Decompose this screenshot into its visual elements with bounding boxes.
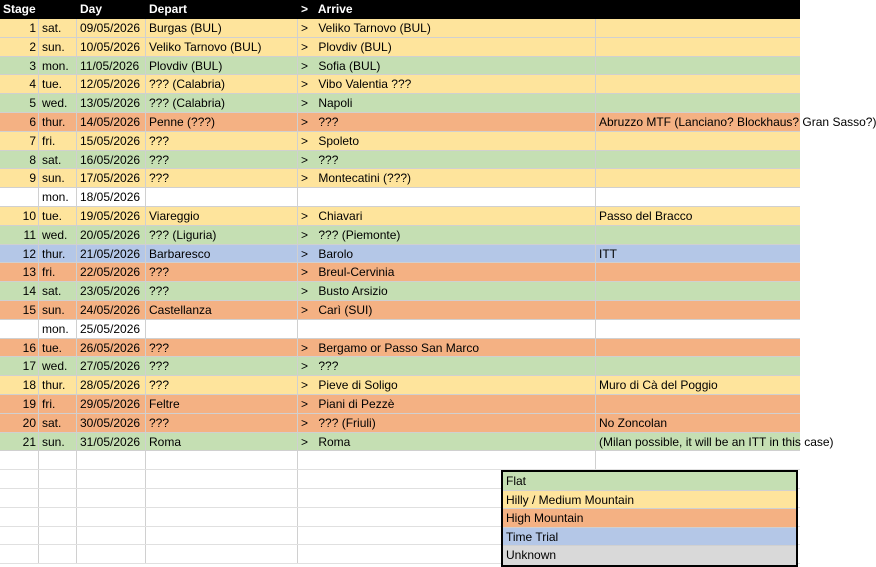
arrive-label: Montecatini (???) bbox=[318, 171, 412, 186]
depart-cell[interactable]: Roma bbox=[146, 433, 298, 451]
weekday-cell[interactable]: sun. bbox=[39, 301, 77, 319]
depart-cell[interactable]: ??? (Calabria) bbox=[146, 75, 298, 93]
stage-cell[interactable]: 15 bbox=[0, 301, 39, 319]
arrive-cell[interactable] bbox=[298, 245, 596, 263]
stage-cell[interactable]: 7 bbox=[0, 132, 39, 150]
note-cell[interactable] bbox=[596, 188, 800, 206]
note-cell[interactable]: Passo del Bracco bbox=[599, 208, 693, 223]
table-row bbox=[0, 38, 800, 57]
depart-cell[interactable]: ??? (Liguria) bbox=[146, 226, 298, 244]
arrive-label: Vibo Valentia ??? bbox=[318, 77, 412, 92]
empty-cell[interactable] bbox=[146, 527, 298, 545]
arrive-cell[interactable] bbox=[298, 339, 596, 357]
table-row bbox=[0, 94, 800, 113]
weekday-cell[interactable]: fri. bbox=[39, 263, 77, 281]
table-row bbox=[0, 226, 800, 245]
arrive-label: Roma bbox=[318, 434, 351, 449]
legend-item: Hilly / Medium Mountain bbox=[503, 491, 796, 510]
stage-cell[interactable]: 19 bbox=[0, 395, 39, 413]
note-cell[interactable] bbox=[596, 75, 800, 93]
empty-cell[interactable] bbox=[146, 508, 298, 526]
arrive-cell[interactable] bbox=[298, 113, 596, 131]
note-cell[interactable]: (Milan possible, it will be an ITT in this case) bbox=[599, 434, 834, 449]
arrive-cell[interactable] bbox=[298, 19, 596, 37]
depart-cell[interactable]: ??? bbox=[146, 357, 298, 375]
date-cell[interactable]: 18/05/2026 bbox=[77, 188, 146, 206]
weekday-cell[interactable]: sun. bbox=[39, 433, 77, 451]
stage-cell[interactable]: 14 bbox=[0, 282, 39, 300]
note-cell[interactable] bbox=[596, 282, 800, 300]
date-cell[interactable]: 15/05/2026 bbox=[77, 132, 146, 150]
stage-cell[interactable]: 13 bbox=[0, 263, 39, 281]
stage-cell[interactable]: 9 bbox=[0, 169, 39, 187]
header-note[interactable] bbox=[596, 0, 800, 18]
weekday-cell[interactable]: mon. bbox=[39, 188, 77, 206]
stage-cell[interactable]: 20 bbox=[0, 414, 39, 432]
date-cell[interactable]: 12/05/2026 bbox=[77, 75, 146, 93]
empty-cell[interactable] bbox=[0, 527, 39, 545]
arrow-glyph: > bbox=[301, 434, 309, 449]
stage-cell[interactable]: 3 bbox=[0, 57, 39, 75]
arrow-glyph: > bbox=[301, 208, 309, 223]
stage-cell[interactable]: 2 bbox=[0, 38, 39, 56]
arrive-label: Bergamo or Passo San Marco bbox=[318, 340, 480, 355]
arrive-cell[interactable] bbox=[298, 414, 596, 432]
note-cell[interactable] bbox=[596, 19, 800, 37]
date-cell[interactable]: 29/05/2026 bbox=[77, 395, 146, 413]
empty-cell[interactable] bbox=[77, 451, 146, 469]
legend bbox=[501, 470, 798, 567]
depart-cell[interactable]: ??? bbox=[146, 263, 298, 281]
arrow-glyph: > bbox=[301, 77, 309, 92]
empty-cell[interactable] bbox=[39, 470, 77, 488]
weekday-cell[interactable]: sat. bbox=[39, 282, 77, 300]
arrive-label: Pieve di Soligo bbox=[318, 378, 398, 393]
note-cell[interactable] bbox=[596, 320, 800, 338]
depart-cell[interactable]: ??? (Calabria) bbox=[146, 94, 298, 112]
date-cell[interactable]: 25/05/2026 bbox=[77, 320, 146, 338]
note-cell[interactable] bbox=[596, 301, 800, 319]
stage-cell[interactable]: 6 bbox=[0, 113, 39, 131]
arrive-label: ??? (Piemonte) bbox=[318, 227, 401, 242]
date-cell[interactable]: 21/05/2026 bbox=[77, 245, 146, 263]
weekday-cell[interactable]: sun. bbox=[39, 169, 77, 187]
arrow-glyph: > bbox=[301, 396, 309, 411]
depart-cell[interactable]: ??? bbox=[146, 339, 298, 357]
date-cell[interactable]: 19/05/2026 bbox=[77, 207, 146, 225]
weekday-cell[interactable]: wed. bbox=[39, 357, 77, 375]
stage-cell[interactable]: 12 bbox=[0, 245, 39, 263]
arrive-cell[interactable] bbox=[298, 94, 596, 112]
arrow-glyph: > bbox=[301, 415, 309, 430]
header-day[interactable]: Day bbox=[77, 0, 146, 18]
date-cell[interactable]: 10/05/2026 bbox=[77, 38, 146, 56]
stage-cell[interactable]: 16 bbox=[0, 339, 39, 357]
empty-cell[interactable] bbox=[39, 489, 77, 507]
depart-cell[interactable]: ??? bbox=[146, 169, 298, 187]
arrive-cell[interactable] bbox=[298, 57, 596, 75]
header-arrow: > bbox=[301, 2, 309, 16]
header-arrive-label: Arrive bbox=[317, 2, 353, 16]
date-cell[interactable]: 28/05/2026 bbox=[77, 376, 146, 394]
arrive-label: Chiavari bbox=[318, 208, 363, 223]
table-row bbox=[0, 301, 800, 320]
note-cell[interactable] bbox=[596, 38, 800, 56]
arrow-glyph: > bbox=[301, 21, 309, 35]
arrive-cell[interactable] bbox=[298, 263, 596, 281]
arrive-cell[interactable] bbox=[298, 151, 596, 169]
date-cell[interactable]: 31/05/2026 bbox=[77, 433, 146, 451]
arrive-label: Spoleto bbox=[318, 133, 360, 148]
depart-cell[interactable]: Penne (???) bbox=[146, 113, 298, 131]
empty-cell[interactable] bbox=[0, 451, 39, 469]
empty-cell[interactable] bbox=[77, 470, 146, 488]
stage-cell[interactable]: 18 bbox=[0, 376, 39, 394]
table-row bbox=[0, 19, 800, 38]
arrive-cell[interactable] bbox=[298, 75, 596, 93]
note-cell[interactable] bbox=[596, 226, 800, 244]
depart-cell[interactable]: ??? bbox=[146, 414, 298, 432]
table-row bbox=[0, 433, 834, 452]
arrow-glyph: > bbox=[301, 227, 309, 242]
arrive-cell[interactable] bbox=[298, 132, 596, 150]
arrive-cell[interactable] bbox=[298, 320, 596, 338]
weekday-cell[interactable]: tue. bbox=[39, 75, 77, 93]
legend-item: High Mountain bbox=[503, 509, 796, 528]
depart-cell[interactable]: ??? bbox=[146, 151, 298, 169]
table-row bbox=[0, 57, 800, 76]
stage-cell[interactable]: 21 bbox=[0, 433, 39, 451]
date-cell[interactable]: 17/05/2026 bbox=[77, 169, 146, 187]
empty-cell[interactable] bbox=[596, 451, 800, 469]
weekday-cell[interactable]: thur. bbox=[39, 113, 77, 131]
note-cell[interactable]: Abruzzo MTF (Lanciano? Blockhaus? Gran Sasso?) bbox=[599, 114, 876, 129]
arrive-cell[interactable] bbox=[298, 188, 596, 206]
empty-cell[interactable] bbox=[39, 527, 77, 545]
date-cell[interactable]: 20/05/2026 bbox=[77, 226, 146, 244]
arrive-label: Busto Arsizio bbox=[318, 284, 388, 299]
table-row bbox=[0, 339, 800, 358]
depart-cell[interactable]: Veliko Tarnovo (BUL) bbox=[146, 38, 298, 56]
date-cell[interactable]: 09/05/2026 bbox=[77, 19, 146, 37]
header-arrive[interactable] bbox=[298, 0, 596, 18]
arrow-glyph: > bbox=[301, 96, 309, 111]
note-cell[interactable]: ITT bbox=[599, 246, 617, 261]
arrive-label: Breul-Cervinia bbox=[318, 265, 395, 280]
arrive-label: Veliko Tarnovo (BUL) bbox=[318, 21, 431, 35]
arrive-cell[interactable] bbox=[298, 169, 596, 187]
table-row bbox=[0, 263, 800, 282]
empty-cell[interactable] bbox=[77, 508, 146, 526]
arrive-label: ??? bbox=[318, 114, 339, 129]
arrow-glyph: > bbox=[301, 152, 309, 167]
arrive-label: Carì (SUI) bbox=[318, 302, 373, 317]
empty-cell[interactable] bbox=[77, 489, 146, 507]
arrow-glyph: > bbox=[301, 284, 309, 299]
date-cell[interactable]: 26/05/2026 bbox=[77, 339, 146, 357]
date-cell[interactable]: 13/05/2026 bbox=[77, 94, 146, 112]
note-cell[interactable] bbox=[596, 57, 800, 75]
arrow-glyph: > bbox=[301, 171, 309, 186]
arrive-cell[interactable] bbox=[298, 207, 596, 225]
depart-cell[interactable]: ??? bbox=[146, 376, 298, 394]
empty-cell[interactable] bbox=[146, 545, 298, 563]
note-cell[interactable]: No Zoncolan bbox=[599, 415, 668, 430]
header-row bbox=[0, 0, 800, 19]
empty-cell[interactable] bbox=[0, 489, 39, 507]
note-cell[interactable] bbox=[596, 151, 800, 169]
arrive-cell[interactable] bbox=[298, 226, 596, 244]
arrow-glyph: > bbox=[301, 133, 309, 148]
stage-cell[interactable]: 11 bbox=[0, 226, 39, 244]
weekday-cell[interactable]: fri. bbox=[39, 395, 77, 413]
date-cell[interactable]: 16/05/2026 bbox=[77, 151, 146, 169]
arrow-glyph: > bbox=[301, 114, 309, 129]
weekday-cell[interactable]: mon. bbox=[39, 57, 77, 75]
arrive-cell[interactable] bbox=[298, 357, 596, 375]
table-row bbox=[0, 282, 800, 301]
arrive-cell[interactable] bbox=[298, 433, 596, 451]
date-cell[interactable]: 27/05/2026 bbox=[77, 357, 146, 375]
header-day-spacer[interactable] bbox=[39, 0, 77, 18]
arrive-label: Piani di Pezzè bbox=[318, 396, 395, 411]
table-row bbox=[0, 245, 800, 264]
date-cell[interactable]: 14/05/2026 bbox=[77, 113, 146, 131]
date-cell[interactable]: 22/05/2026 bbox=[77, 263, 146, 281]
depart-cell[interactable]: ??? bbox=[146, 282, 298, 300]
empty-cell[interactable] bbox=[298, 451, 596, 469]
weekday-cell[interactable]: tue. bbox=[39, 339, 77, 357]
depart-cell[interactable]: Barbaresco bbox=[146, 245, 298, 263]
empty-cell[interactable] bbox=[77, 527, 146, 545]
depart-cell[interactable]: Feltre bbox=[146, 395, 298, 413]
note-cell[interactable] bbox=[596, 263, 800, 281]
arrow-glyph: > bbox=[301, 359, 309, 374]
note-cell[interactable] bbox=[596, 395, 800, 413]
note-cell[interactable] bbox=[596, 94, 800, 112]
arrow-glyph: > bbox=[301, 246, 309, 261]
table-row bbox=[0, 75, 800, 94]
weekday-cell[interactable]: sat. bbox=[39, 414, 77, 432]
weekday-cell[interactable]: wed. bbox=[39, 226, 77, 244]
stage-cell[interactable]: 1 bbox=[0, 19, 39, 37]
weekday-cell[interactable]: fri. bbox=[39, 132, 77, 150]
header-depart[interactable]: Depart bbox=[146, 0, 298, 18]
empty-cell[interactable] bbox=[0, 508, 39, 526]
empty-cell[interactable] bbox=[146, 451, 298, 469]
weekday-cell[interactable]: mon. bbox=[39, 320, 77, 338]
stage-cell[interactable]: 5 bbox=[0, 94, 39, 112]
stage-cell[interactable] bbox=[0, 320, 39, 338]
empty-cell[interactable] bbox=[0, 470, 39, 488]
arrive-cell[interactable] bbox=[298, 301, 596, 319]
note-cell[interactable] bbox=[596, 132, 800, 150]
empty-cell[interactable] bbox=[77, 545, 146, 563]
weekday-cell[interactable]: sat. bbox=[39, 151, 77, 169]
empty-cell[interactable] bbox=[39, 451, 77, 469]
legend-item: Flat bbox=[503, 472, 796, 491]
legend-item: Unknown bbox=[503, 546, 796, 565]
table-row bbox=[0, 169, 800, 188]
stage-cell[interactable]: 17 bbox=[0, 357, 39, 375]
depart-cell[interactable]: Viareggio bbox=[146, 207, 298, 225]
arrive-label: ??? bbox=[318, 359, 339, 374]
weekday-cell[interactable]: tue. bbox=[39, 207, 77, 225]
table-row bbox=[0, 320, 800, 339]
empty-cell[interactable] bbox=[39, 545, 77, 563]
note-cell[interactable] bbox=[596, 357, 800, 375]
date-cell[interactable]: 24/05/2026 bbox=[77, 301, 146, 319]
arrow-glyph: > bbox=[301, 58, 309, 73]
arrive-label: Plovdiv (BUL) bbox=[318, 39, 392, 54]
weekday-cell[interactable]: thur. bbox=[39, 376, 77, 394]
arrive-cell[interactable] bbox=[298, 395, 596, 413]
table-row bbox=[0, 151, 800, 170]
stage-cell[interactable]: 4 bbox=[0, 75, 39, 93]
date-cell[interactable]: 30/05/2026 bbox=[77, 414, 146, 432]
date-cell[interactable]: 23/05/2026 bbox=[77, 282, 146, 300]
depart-cell[interactable] bbox=[146, 320, 298, 338]
table-row bbox=[0, 132, 800, 151]
depart-cell[interactable]: Burgas (BUL) bbox=[146, 19, 298, 37]
table-row bbox=[0, 207, 800, 226]
table-row bbox=[0, 376, 800, 395]
date-cell[interactable]: 11/05/2026 bbox=[77, 57, 146, 75]
arrow-glyph: > bbox=[301, 340, 309, 355]
weekday-cell[interactable]: wed. bbox=[39, 94, 77, 112]
empty-cell[interactable] bbox=[146, 470, 298, 488]
arrow-glyph: > bbox=[301, 302, 309, 317]
note-cell[interactable]: Muro di Cà del Poggio bbox=[599, 378, 718, 393]
header-stage[interactable]: Stage bbox=[0, 0, 39, 18]
arrow-glyph: > bbox=[301, 39, 309, 54]
empty-cell[interactable] bbox=[39, 508, 77, 526]
depart-cell[interactable]: Castellanza bbox=[146, 301, 298, 319]
stage-rows bbox=[0, 19, 876, 451]
note-cell[interactable] bbox=[596, 339, 800, 357]
empty-cell[interactable] bbox=[0, 545, 39, 563]
table-row bbox=[0, 113, 876, 132]
empty-cell[interactable] bbox=[146, 489, 298, 507]
table-row bbox=[0, 357, 800, 376]
arrive-label: ??? bbox=[318, 152, 339, 167]
arrive-label: Barolo bbox=[318, 246, 354, 261]
arrow-glyph: > bbox=[301, 265, 309, 280]
empty-row bbox=[0, 451, 800, 470]
arrive-cell[interactable] bbox=[298, 38, 596, 56]
note-cell[interactable] bbox=[596, 169, 800, 187]
arrive-label: Napoli bbox=[318, 96, 353, 111]
arrive-label: ??? (Friuli) bbox=[318, 415, 376, 430]
weekday-cell[interactable]: thur. bbox=[39, 245, 77, 263]
stage-cell[interactable]: 8 bbox=[0, 151, 39, 169]
depart-cell[interactable]: ??? bbox=[146, 132, 298, 150]
table-row bbox=[0, 188, 800, 207]
table-row bbox=[0, 414, 800, 433]
weekday-cell[interactable]: sun. bbox=[39, 38, 77, 56]
legend-item: Time Trial bbox=[503, 528, 796, 547]
depart-cell[interactable]: Plovdiv (BUL) bbox=[146, 57, 298, 75]
arrive-cell[interactable] bbox=[298, 376, 596, 394]
weekday-cell[interactable]: sat. bbox=[39, 19, 77, 37]
table-row bbox=[0, 395, 800, 414]
stage-cell[interactable]: 10 bbox=[0, 207, 39, 225]
arrive-label: Sofia (BUL) bbox=[318, 58, 381, 73]
arrow-glyph: > bbox=[301, 378, 309, 393]
arrive-cell[interactable] bbox=[298, 282, 596, 300]
depart-cell[interactable] bbox=[146, 188, 298, 206]
stage-cell[interactable] bbox=[0, 188, 39, 206]
